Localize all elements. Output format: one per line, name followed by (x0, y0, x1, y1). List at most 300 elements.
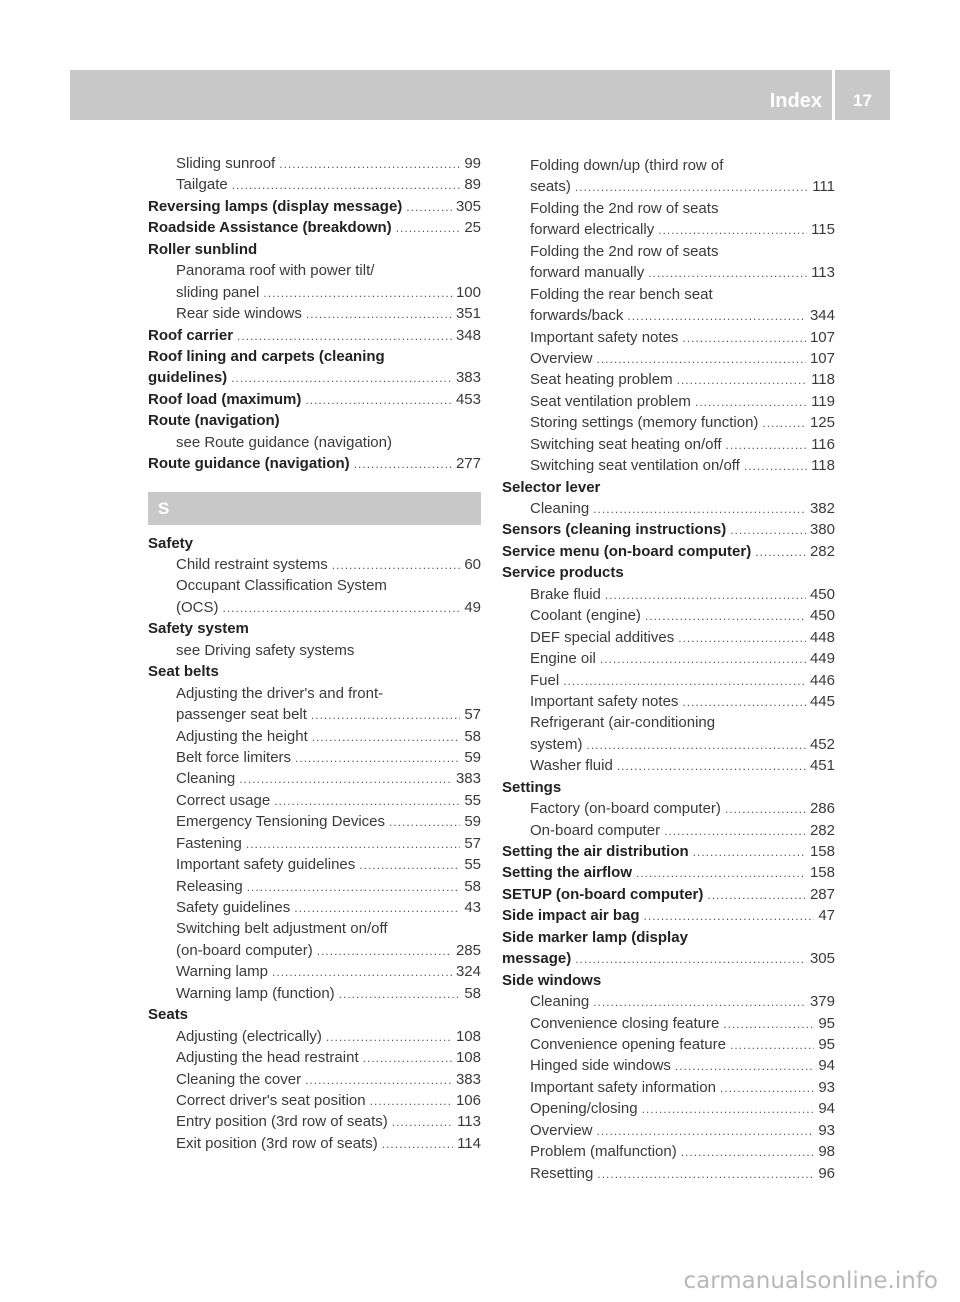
index-subentry (148, 303, 481, 324)
page-reference: 100 (455, 283, 481, 301)
index-subentry (148, 1111, 481, 1132)
index-subentry (502, 1077, 835, 1098)
page-reference: 305 (455, 197, 481, 215)
leader-dots (312, 727, 461, 747)
page-reference: 98 (818, 1143, 835, 1161)
entry-text: Roof lining and carpets (cleaning (148, 347, 385, 365)
entry-text: Folding the rear bench seat (530, 285, 713, 303)
entry-text: Folding the 2nd row of seats (530, 199, 719, 217)
leader-dots (339, 984, 461, 1004)
page-reference: 106 (455, 1091, 481, 1109)
leader-dots (677, 370, 807, 390)
index-subentry (502, 176, 835, 197)
leader-dots (645, 606, 806, 626)
entry-text: Convenience closing feature (530, 1014, 720, 1032)
page-reference: 58 (464, 984, 481, 1002)
entry-text: Seat belts (148, 663, 219, 681)
page-reference: 286 (809, 800, 835, 818)
index-subentry (502, 455, 835, 476)
page-reference: 450 (809, 585, 835, 603)
leader-dots (636, 863, 806, 883)
index-entry (502, 905, 835, 926)
entry-text: Route guidance (navigation) (148, 455, 350, 473)
index-entry (502, 477, 835, 498)
leader-dots (231, 368, 452, 388)
leader-dots (682, 328, 806, 348)
leader-dots (762, 413, 806, 433)
entry-text: Important safety information (530, 1078, 716, 1096)
leader-dots (575, 177, 808, 197)
page-reference: 448 (809, 628, 835, 646)
entry-text: Resetting (530, 1164, 594, 1182)
leader-dots (723, 1014, 814, 1034)
entry-text: Roof carrier (148, 326, 234, 344)
page-reference: 379 (809, 993, 835, 1011)
index-entry (148, 389, 481, 410)
leader-dots (593, 992, 806, 1012)
entry-text: Important safety notes (530, 692, 679, 710)
page-reference: 60 (464, 556, 481, 573)
page-reference: 111 (812, 178, 835, 196)
index-entry (148, 533, 481, 554)
entry-text: Cleaning (530, 500, 590, 517)
page-reference: 57 (464, 706, 481, 724)
leader-dots (305, 390, 452, 410)
index-subentry (502, 155, 835, 176)
entry-text: SETUP (on-board computer) (502, 885, 704, 903)
entry-text: Seats (148, 1006, 189, 1024)
index-subentry (502, 691, 835, 712)
leader-dots (730, 520, 806, 540)
entry-text: forwards/back (530, 307, 624, 325)
page-reference: 382 (809, 500, 835, 517)
entry-text: Problem (malfunction) (530, 1143, 677, 1161)
index-subentry (502, 1141, 835, 1162)
index-column-right (502, 155, 835, 1184)
leader-dots (247, 877, 461, 897)
leader-dots (274, 791, 460, 811)
index-entry (148, 239, 481, 260)
entry-text: Panorama roof with power tilt/ (176, 262, 375, 280)
index-entry (148, 217, 481, 238)
entry-text: Correct driver's seat position (176, 1091, 366, 1109)
leader-dots (600, 649, 806, 669)
entry-text: Adjusting (electrically) (176, 1027, 322, 1045)
page-reference: 125 (809, 414, 835, 432)
index-subentry (502, 1120, 835, 1141)
index-subentry (502, 391, 835, 412)
leader-dots (363, 1048, 452, 1068)
page-reference: 89 (464, 176, 481, 194)
index-subentry (502, 327, 835, 348)
entry-text: Convenience opening feature (530, 1035, 726, 1053)
index-subentry (148, 432, 481, 453)
page-reference: 94 (818, 1100, 835, 1118)
entry-text: Washer fluid (530, 757, 613, 775)
index-subentry (148, 282, 481, 303)
index-subentry (502, 1034, 835, 1055)
index-subentry (502, 584, 835, 605)
entry-text: Folding the 2nd row of seats (530, 242, 719, 260)
entry-text: see Route guidance (navigation) (176, 433, 392, 451)
leader-dots (627, 306, 806, 326)
index-subentry (148, 983, 481, 1004)
entry-text: Fastening (176, 834, 242, 852)
entry-text: Sliding sunroof (176, 155, 276, 172)
entry-text: message) (502, 950, 572, 968)
entry-text: Releasing (176, 877, 243, 895)
index-entry (148, 1004, 481, 1025)
index-subentry (502, 605, 835, 626)
page-reference: 95 (818, 1035, 835, 1053)
page-reference: 158 (809, 843, 835, 860)
index-list-r (148, 153, 481, 475)
leader-dots (730, 1035, 814, 1055)
leader-dots (675, 1056, 814, 1076)
page-reference: 344 (809, 307, 835, 325)
entry-text: forward electrically (530, 221, 655, 239)
index-subentry (148, 940, 481, 961)
page-reference: 55 (464, 856, 481, 874)
page-reference: 305 (809, 950, 835, 968)
leader-dots (294, 898, 460, 918)
index-subentry (148, 575, 481, 596)
index-subentry (148, 854, 481, 875)
index-subentry (502, 712, 835, 733)
page-reference: 47 (818, 907, 835, 925)
leader-dots (587, 735, 806, 755)
page-reference: 25 (464, 219, 481, 237)
leader-dots (311, 705, 460, 725)
entry-text: Seat heating problem (530, 371, 673, 389)
leader-dots (406, 197, 452, 217)
index-entry (502, 519, 835, 540)
page-reference: 277 (455, 455, 481, 473)
entry-text: guidelines) (148, 369, 228, 387)
page-reference: 351 (455, 305, 481, 323)
entry-text: Belt force limiters (176, 748, 292, 766)
index-subentry (502, 734, 835, 755)
entry-text: system) (530, 735, 583, 753)
page-reference: 107 (809, 328, 835, 346)
leader-dots (597, 1121, 815, 1141)
index-entry (148, 410, 481, 431)
entry-text: Sensors (cleaning instructions) (502, 521, 727, 539)
entry-text: Brake fluid (530, 585, 601, 603)
entry-text: (on-board computer) (176, 941, 313, 959)
index-subentry (148, 704, 481, 725)
leader-dots (332, 555, 461, 575)
page-reference: 114 (457, 1134, 481, 1152)
index-subentry (148, 1047, 481, 1068)
page-reference: 93 (818, 1121, 835, 1139)
index-subentry (148, 640, 481, 661)
index-subentry (502, 991, 835, 1012)
entry-text: Engine oil (530, 650, 596, 668)
leader-dots (263, 283, 452, 303)
entry-text: Adjusting the head restraint (176, 1049, 359, 1067)
page-reference: 383 (455, 770, 481, 788)
index-list-s (148, 533, 481, 1155)
page-reference: 285 (455, 941, 481, 959)
entry-text: Emergency Tensioning Devices (176, 813, 385, 831)
index-subentry (502, 369, 835, 390)
index-entry (148, 661, 481, 682)
leader-dots (755, 542, 806, 562)
leader-dots (239, 769, 452, 789)
index-subentry (148, 554, 481, 575)
index-entry (502, 948, 835, 969)
entry-text: On-board computer (530, 821, 661, 839)
leader-dots (744, 456, 807, 476)
leader-dots (317, 941, 452, 961)
page-reference: 59 (464, 813, 481, 831)
leader-dots (389, 812, 460, 832)
leader-dots (726, 435, 808, 455)
page-reference: 94 (818, 1057, 835, 1075)
entry-text: Side impact air bag (502, 907, 640, 925)
entry-text: Reversing lamps (display message) (148, 197, 403, 215)
entry-text: Safety system (148, 620, 249, 638)
leader-dots (605, 585, 806, 605)
leader-dots (246, 834, 460, 854)
entry-text: Cleaning (530, 993, 590, 1011)
page-reference: 119 (811, 392, 835, 410)
page-reference: 93 (818, 1078, 835, 1096)
index-subentry (148, 1090, 481, 1111)
leader-dots (382, 1134, 453, 1154)
index-subentry (502, 820, 835, 841)
entry-text: Exit position (3rd row of seats) (176, 1134, 378, 1152)
leader-dots (682, 692, 806, 712)
page-reference: 452 (809, 735, 835, 753)
page-reference: 383 (455, 1070, 481, 1088)
leader-dots (305, 1070, 452, 1090)
entry-text: Correct usage (176, 791, 271, 809)
entry-text: Coolant (engine) (530, 607, 641, 625)
index-subentry (148, 683, 481, 704)
page-reference: 113 (811, 264, 835, 282)
index-subentry (502, 219, 835, 240)
index-subentry (502, 798, 835, 819)
leader-dots (237, 326, 452, 346)
index-entry (502, 777, 835, 798)
index-subentry (502, 670, 835, 691)
entry-text: Hinged side windows (530, 1057, 671, 1075)
entry-text: Rear side windows (176, 305, 302, 323)
index-subentry (148, 747, 481, 768)
entry-text: Important safety guidelines (176, 856, 356, 874)
entry-text: Switching seat heating on/off (530, 435, 722, 453)
page-reference: 118 (811, 371, 835, 389)
entry-text: Side windows (502, 971, 602, 989)
page-reference: 113 (457, 1113, 481, 1131)
entry-text: Adjusting the driver's and front- (176, 684, 384, 702)
leader-dots (648, 263, 807, 283)
leader-dots (392, 1112, 453, 1132)
leader-dots (720, 1078, 814, 1098)
entry-text: Safety guidelines (176, 899, 291, 916)
leader-dots (707, 885, 806, 905)
page-reference: 55 (464, 791, 481, 809)
entry-text: Selector lever (502, 478, 601, 496)
index-entry (502, 841, 835, 862)
index-subentry (502, 198, 835, 219)
index-entry (148, 618, 481, 639)
page-reference: 324 (455, 963, 481, 981)
index-entry (148, 325, 481, 346)
entry-text: Child restraint systems (176, 556, 328, 573)
leader-dots (597, 349, 806, 369)
entry-text: Warning lamp (176, 963, 268, 981)
index-subentry (502, 1163, 835, 1184)
leader-dots (359, 855, 460, 875)
leader-dots (575, 949, 806, 969)
entry-text: Seat ventilation problem (530, 392, 691, 410)
index-entry (148, 367, 481, 388)
entry-text: (OCS) (176, 598, 219, 616)
entry-text: Roller sunblind (148, 240, 258, 258)
page-reference: 451 (809, 757, 835, 775)
page-reference: 383 (455, 369, 481, 387)
index-entry (502, 927, 835, 948)
index-subentry (148, 1026, 481, 1047)
leader-dots (563, 671, 806, 691)
entry-text: Service menu (on-board computer) (502, 542, 752, 560)
entry-text: Factory (on-board computer) (530, 800, 721, 818)
leader-dots (597, 1164, 814, 1184)
index-entry (502, 562, 835, 583)
index-subentry (148, 174, 481, 195)
leader-dots (326, 1027, 452, 1047)
index-subentry (148, 790, 481, 811)
entry-text: Important safety notes (530, 328, 679, 346)
page-reference: 282 (809, 821, 835, 839)
leader-dots (272, 962, 452, 982)
leader-dots (279, 154, 460, 174)
index-entry (502, 884, 835, 905)
index-subentry (502, 348, 835, 369)
leader-dots (295, 748, 460, 768)
page-reference: 287 (809, 885, 835, 903)
index-subentry (502, 1055, 835, 1076)
entry-text: Cleaning (176, 770, 236, 788)
leader-dots (725, 799, 806, 819)
leader-dots (593, 499, 806, 519)
index-subentry (148, 726, 481, 747)
page-reference: 450 (809, 607, 835, 625)
page-reference: 107 (809, 349, 835, 367)
entry-text: Side marker lamp (display (502, 928, 688, 946)
leader-dots (232, 175, 461, 195)
page-reference: 445 (809, 692, 835, 710)
entry-text: Storing settings (memory function) (530, 414, 759, 432)
page-number: 17 (853, 91, 872, 110)
entry-text: Overview (530, 349, 593, 367)
page-reference: 57 (464, 834, 481, 852)
page-reference: 282 (809, 542, 835, 560)
index-subentry (148, 897, 481, 918)
entry-text: Roof load (maximum) (148, 390, 302, 408)
index-subentry (148, 768, 481, 789)
entry-text: Refrigerant (air-conditioning (530, 714, 716, 732)
index-entry (148, 346, 481, 367)
entry-text: DEF special additives (530, 628, 675, 646)
page-reference: 108 (455, 1027, 481, 1045)
index-subentry (502, 412, 835, 433)
entry-text: sliding panel (176, 283, 260, 301)
entry-text: Switching belt adjustment on/off (176, 920, 388, 938)
index-subentry (502, 1013, 835, 1034)
page-reference: 116 (811, 435, 835, 453)
index-subentry (148, 918, 481, 939)
entry-text: Opening/closing (530, 1100, 638, 1118)
index-subentry (502, 498, 835, 519)
entry-text: Setting the air distribution (502, 843, 689, 860)
leader-dots (370, 1091, 452, 1111)
leader-dots (693, 842, 806, 862)
entry-text: Adjusting the height (176, 727, 308, 745)
index-subentry (148, 833, 481, 854)
page-reference: 380 (809, 521, 835, 539)
index-subentry (502, 1098, 835, 1119)
leader-dots (695, 392, 807, 412)
page-reference: 446 (809, 671, 835, 689)
entry-text: Tailgate (176, 176, 228, 194)
page-reference: 449 (809, 650, 835, 668)
entry-text: Cleaning the cover (176, 1070, 302, 1088)
index-subentry (502, 241, 835, 262)
entry-text: Route (navigation) (148, 412, 280, 430)
entry-text: see Driving safety systems (176, 641, 355, 659)
leader-dots (664, 821, 806, 841)
index-subentry (148, 811, 481, 832)
page-reference: 158 (809, 864, 835, 882)
page-reference: 58 (464, 877, 481, 895)
page-reference: 43 (464, 899, 481, 916)
page-title: Index (769, 90, 822, 112)
entry-text: Occupant Classification System (176, 577, 387, 595)
index-entry (148, 453, 481, 474)
leader-dots (642, 1099, 815, 1119)
entry-text: Switching seat ventilation on/off (530, 457, 740, 475)
page-reference: 348 (455, 326, 481, 344)
index-subentry (148, 260, 481, 281)
index-subentry (502, 305, 835, 326)
entry-text: Fuel (530, 671, 560, 689)
page-reference: 49 (464, 598, 481, 616)
index-entry (502, 862, 835, 883)
index-column-left (148, 153, 481, 1154)
leader-dots (617, 756, 806, 776)
entry-text: Entry position (3rd row of seats) (176, 1113, 388, 1131)
entry-text: Service products (502, 564, 624, 582)
entry-text: forward manually (530, 264, 645, 282)
page-reference: 96 (818, 1164, 835, 1182)
entry-text: Warning lamp (function) (176, 984, 335, 1002)
entry-text: Roadside Assistance (breakdown) (148, 219, 392, 237)
section-letter-bar: S (148, 492, 481, 525)
index-subentry (502, 648, 835, 669)
index-entry (148, 196, 481, 217)
index-subentry (148, 153, 481, 174)
page-reference: 108 (455, 1049, 481, 1067)
entry-text: Safety (148, 534, 194, 552)
leader-dots (396, 218, 461, 238)
leader-dots (644, 906, 815, 926)
leader-dots (354, 454, 452, 474)
page-reference: 115 (811, 221, 835, 239)
